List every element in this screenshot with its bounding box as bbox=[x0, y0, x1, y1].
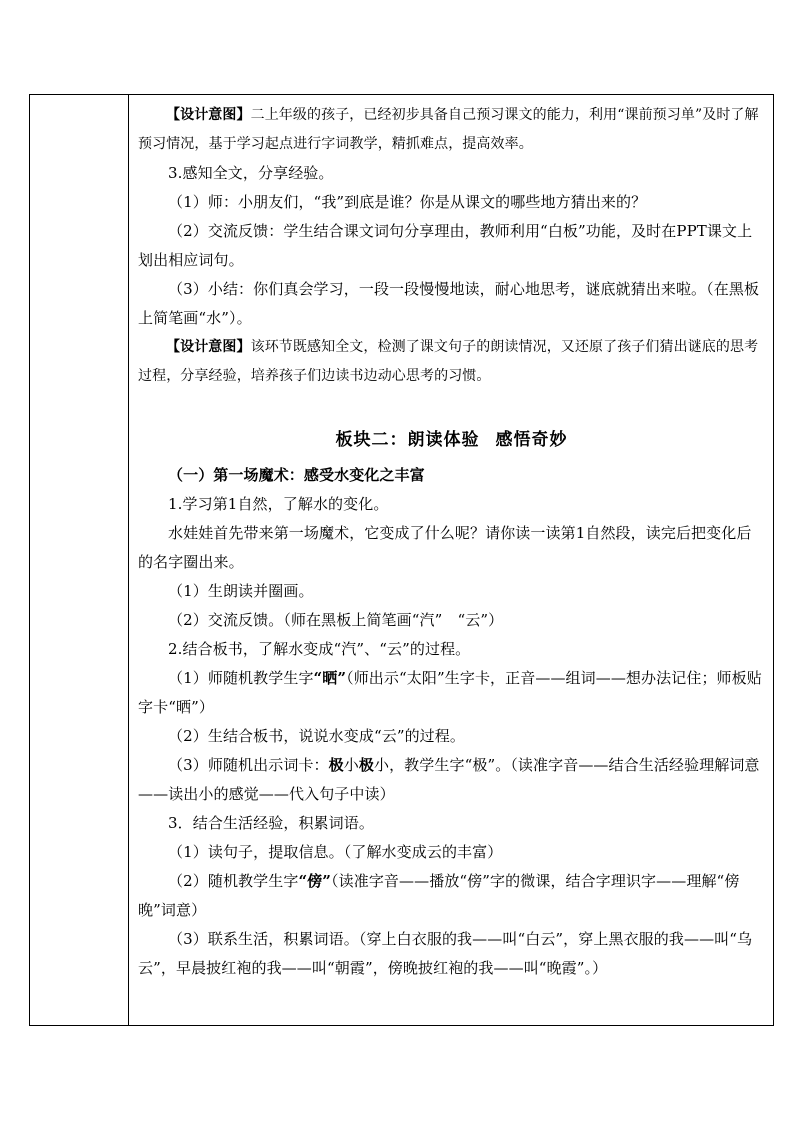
list-item bbox=[138, 867, 765, 925]
step-heading: 2.结合板书，了解水变成“汽”、“云”的过程。 bbox=[168, 640, 471, 658]
item-text: （2）随机教学生字 bbox=[168, 872, 299, 890]
item-text: （3）师随机出示词卡： bbox=[168, 756, 329, 774]
step-heading: 3．结合生活经验，积累词语。 bbox=[168, 814, 374, 832]
section-title-part1: 板块二：朗读体验 bbox=[335, 430, 480, 450]
item-text: （读准字音——播放“傍”字的微课，结合字理识字——理解“傍晚”词意） bbox=[138, 872, 740, 919]
item-text: 小 bbox=[343, 756, 359, 774]
item-text: 小，教学生字“极”。（读准字音——结合生活经验理解词意——读出小的感觉——代入句子中读） bbox=[138, 756, 760, 803]
design-intent-paragraph bbox=[138, 101, 765, 159]
bold-char: “傍” bbox=[298, 872, 332, 890]
design-intent-label: 【设计意图】 bbox=[166, 107, 251, 123]
list-item: （1）生朗读并圈画。 bbox=[168, 582, 314, 600]
design-intent-paragraph bbox=[138, 333, 765, 391]
list-item: （2）生结合板书，说说水变成“云”的过程。 bbox=[168, 727, 465, 745]
list-item: （2）交流反馈：学生结合课文词句分享理由，教师利用“白板”功能，及时在PPT课文上划出相应词句。 bbox=[138, 222, 753, 269]
paragraph: 水娃娃首先带来第一场魔术，它变成了什么呢？请你读一读第1自然段，读完后把变化后的名字圈出来。 bbox=[138, 524, 752, 571]
step-heading: 3.感知全文，分享经验。 bbox=[168, 164, 334, 182]
bold-char: 极 bbox=[328, 756, 344, 774]
item-text: （1）师随机教学生字 bbox=[168, 669, 314, 687]
list-item: （1）师：小朋友们，“我”到底是谁？你是从课文的哪些地方猜出来的？ bbox=[168, 193, 647, 211]
design-intent-text: 该环节既感知全文，检测了课文句子的朗读情况，又还原了孩子们猜出谜底的思考过程，分享经验，培养孩子们边读书边动心思考的习惯。 bbox=[138, 339, 759, 384]
spacer bbox=[138, 391, 765, 421]
list-item: （1）读句子，提取信息。（了解水变成云的丰富） bbox=[168, 843, 503, 861]
table-left-column bbox=[30, 95, 129, 1025]
section-title-part2: 感悟奇妙 bbox=[495, 430, 568, 450]
design-intent-text: 二上年级的孩子，已经初步具备自己预习课文的能力，利用“课前预习单”及时了解预习情况，基于学习起点进行字词教学，精抓难点，提高效率。 bbox=[138, 107, 759, 152]
list-item: （3）小结：你们真会学习，一段一段慢慢地读，耐心地思考，谜底就猜出来啦。（在黑板上简笔画“水”）。 bbox=[138, 280, 760, 327]
design-intent-label: 【设计意图】 bbox=[166, 339, 251, 355]
section-title bbox=[138, 426, 765, 455]
sub-section-title: （一）第一场魔术：感受水变化之丰富 bbox=[168, 466, 425, 484]
list-item bbox=[138, 664, 765, 722]
table-content-cell bbox=[130, 95, 773, 1025]
list-item: （3）联系生活，积累词语。（穿上白衣服的我——叫“白云”，穿上黑衣服的我——叫“乌云”，早晨披红袍的我——叫“朝霞”，傍晚披红袍的我——叫“晚霞”。） bbox=[138, 930, 753, 977]
lesson-plan-table bbox=[29, 94, 774, 1026]
list-item: （2）交流反馈。（师在黑板上简笔画“汽” “云”） bbox=[168, 611, 504, 629]
bold-char: “晒” bbox=[313, 669, 347, 687]
item-text: （师出示“太阳”生字卡，正音——组词——想办法记住；师板贴字卡“晒”） bbox=[138, 669, 762, 716]
list-item bbox=[138, 751, 765, 809]
bold-char: 极 bbox=[358, 756, 374, 774]
step-heading: 1.学习第1自然，了解水的变化。 bbox=[168, 495, 389, 513]
